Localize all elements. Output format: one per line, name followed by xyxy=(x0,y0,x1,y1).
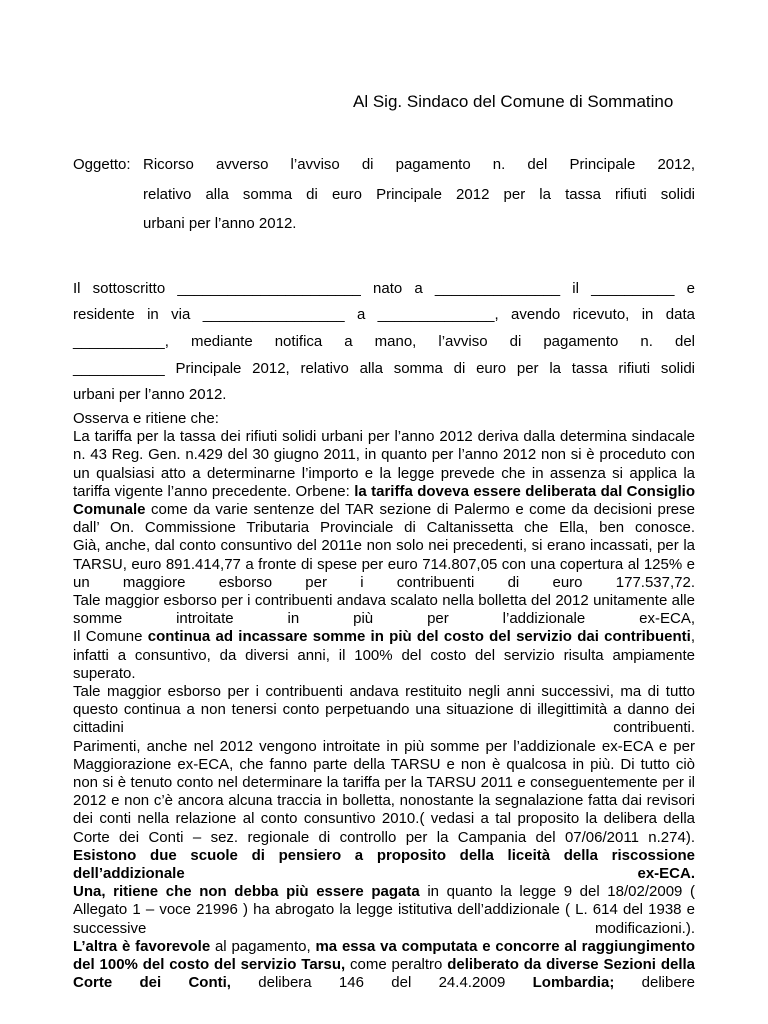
declaration-line-5: urbani per l’anno 2012. xyxy=(73,386,227,403)
paragraph-altra-bold-2: ma essa va computata e concorre al raggiungimento del 100% del costo del servizio Tarsu, xyxy=(73,937,695,974)
addressee: Al Sig. Sindaco del Comune di Sommatino xyxy=(353,92,674,111)
paragraph-una xyxy=(73,883,695,938)
paragraph-scuole: Esistono due scuole di pensiero a proposito della liceità della riscossione dell’addizionale ex-ECA. xyxy=(73,846,695,883)
paragraph-comune-a: Il Comune xyxy=(73,628,148,646)
paragraph-altra-f: delibera 146 del 24.4.2009 xyxy=(230,974,533,992)
paragraph-esborso-1: Tale maggior esborso per i contribuenti andava scalato nella bolletta del 2012 unitamente alle somme introitate in più per l’addizionale ex-ECA, xyxy=(73,592,695,628)
oggetto-line-2: relativo alla somma di euro Principale 2012 per la tassa rifiuti solidi xyxy=(143,186,695,203)
paragraph-altra-d: come peraltro xyxy=(345,956,448,974)
paragraph-comune-bold: continua ad incassare somme in più del costo del servizio dai contribuenti xyxy=(147,628,691,646)
declaration-line-2: residente in via _________________ a ______________, avendo ricevuto, in data xyxy=(73,306,695,323)
paragraph-comune-c: , infatti a consuntivo, da diversi anni, il 100% del costo del servizio risulta ampiamente superato. xyxy=(73,628,695,682)
paragraph-altra-b: al pagamento, xyxy=(210,937,316,955)
paragraph-una-b: in quanto la legge 9 del 18/02/2009 ( Allegato 1 – voce 21996 ) ha abrogato la legge istitutiva dell’addizionale ( L. 614 del 1938 e successive modificazioni.). xyxy=(73,883,695,937)
declaration-line-4: ___________ Principale 2012, relativo alla somma di euro per la tassa rifiuti solidi xyxy=(73,360,695,377)
paragraph-comune xyxy=(73,628,695,683)
oggetto-label-text: Oggetto xyxy=(73,156,127,173)
paragraph-tariffa-c: come da varie sentenze del TAR sezione di Palermo e come da decisioni prese dall’ On. Commissione Tributaria Provinciale di Caltanissetta che Ella, ben conosce. xyxy=(73,501,695,537)
paragraph-consuntivo: Già, anche, dal conto consuntivo del 2011e non solo nei precedenti, si erano incassati, per la TARSU, euro 891.414,77 a fronte di spese per euro 714.807,05 con una copertura al 125% e un maggiore esborso per i contribuenti di euro 177.537,72. xyxy=(73,537,695,591)
paragraph-tariffa-a: La tariffa per la tassa dei rifiuti solidi urbani per l’anno 2012 deriva dalla determina sindacale n. 43 Reg. Gen. n.429 del 30 giugno 2011, in quanto per l’anno 2012 non si è proceduto con un qualsiasi atto a determinarne l’importo e la legge prevede che in assenza si applica la tariffa vigente l’anno precedente. Orbene: xyxy=(73,428,695,500)
oggetto-label xyxy=(73,156,131,173)
oggetto-line-3: urbani per l’anno 2012. xyxy=(143,215,297,232)
paragraph-altra-bold-3: deliberato da diverse Sezioni della Corte dei Conti, xyxy=(73,956,695,992)
paragraph-esborso-2: Tale maggior esborso per i contribuenti andava restituito negli anni successivi, ma di tutto questo continua a non tenersi conto perpetuando una situazione di illegittimità a danno dei cittadini contribuenti. xyxy=(73,683,695,737)
oggetto-line-1: Ricorso avverso l’avviso di pagamento n. del Principale 2012, xyxy=(143,156,695,173)
paragraph-tariffa-bold: la tariffa doveva essere deliberata dal Consiglio Comunale xyxy=(73,482,695,519)
body-intro: Osserva e ritiene che: xyxy=(73,410,219,427)
paragraph-tariffa xyxy=(73,428,695,537)
paragraph-altra-h: delibere xyxy=(614,974,696,992)
paragraph-altra xyxy=(73,938,695,993)
oggetto-colon: : xyxy=(126,156,131,173)
body-text xyxy=(73,410,695,993)
declaration-line-3: ___________, mediante notifica a mano, l’avviso di pagamento n. del xyxy=(73,333,695,350)
paragraph-altra-bold-4: Lombardia; xyxy=(532,974,615,992)
paragraph-una-bold: Una, ritiene che non debba più essere pagata xyxy=(73,883,420,901)
paragraph-parimenti: Parimenti, anche nel 2012 vengono introitate in più somme per l’addizionale ex-ECA e per Maggiorazione ex-ECA, che fanno parte della TARSU e non è qualcosa in più. Di tutto ciò non si è tenuto conto nel determinare la tariffa per la TARSU 2011 e conseguentemente per il 2012 e non c’è ancora alcuna traccia in bolletta, nonostante la segnalazione fatta dai revisori dei conti nella relazione al conto consuntivo 2010.( vedasi a tal proposito la delibera della Corte dei Conti – sez. regionale di controllo per la Campania del 07/06/2011 n.274). xyxy=(73,737,695,846)
declaration-line-1: Il sottoscritto ______________________ nato a _______________ il __________ e xyxy=(73,280,695,297)
paragraph-altra-bold-1: L’altra è favorevole xyxy=(73,937,211,955)
